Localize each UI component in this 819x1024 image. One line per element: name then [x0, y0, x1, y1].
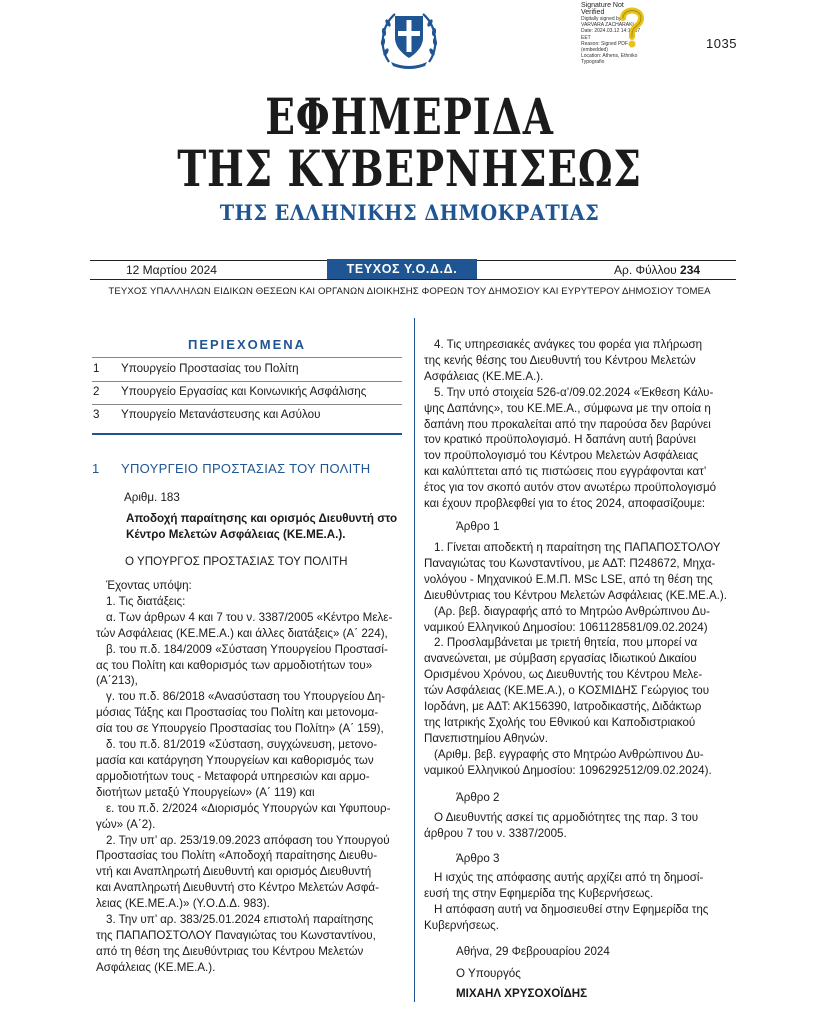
body-line: Η απόφαση αυτή να δημοσιευθεί στην Εφημερίδα της — [434, 902, 709, 916]
signature-line: Digitally signed by — [581, 16, 622, 22]
toc-item-label: Υπουργείο Μετανάστευσης και Ασύλου — [121, 408, 321, 421]
body-line: Ιορδάνη, με ΑΔΤ: ΑΚ156390, Ιατροδικαστής, Διδάκτωρ — [424, 700, 702, 714]
body-line: 3. Την υπ’ αρ. 383/25.01.2024 επιστολή παραίτησης — [106, 913, 374, 927]
issue-badge: ΤΕΥΧΟΣ Υ.Ο.Δ.Δ. — [327, 259, 477, 280]
body-line: Πανεπιστημίου Αθηνών. — [424, 731, 548, 745]
left-body-text — [96, 578, 393, 976]
body-line: 2. Προσλαμβάνεται με τριετή θητεία, που μπορεί να — [434, 636, 698, 650]
body-line: από τη θέση της Διευθύντριας του Κέντρου Μελετών — [96, 944, 364, 958]
issue-subtitle: ΤΕΥΧΟΣ ΥΠΑΛΛΗΛΩΝ ΕΙΔΙΚΩΝ ΘΕΣΕΩΝ ΚΑΙ ΟΡΓΑΝΩΝ ΔΙΟΙΚΗΣΗΣ ΦΟΡΕΩΝ ΤΟΥ ΔΗΜΟΣΙΟΥ ΚΑΙ ΕΥΡΥΤΕΡΟΥ ΔΗΜΟΣΙΟΥ ΤΟΜΕΑ — [108, 286, 711, 297]
body-line: α. Των άρθρων 4 και 7 του ν. 3387/2005 «Κέντρο Μελε- — [106, 610, 393, 624]
body-line: Παναγιώτας του Κωνσταντίνου, με ΑΔΤ: Π248672, Μηχα- — [424, 556, 716, 570]
body-line: Ο Διευθυντής ασκεί τις αρμοδιότητες της παρ. 3 του — [434, 811, 699, 824]
greek-coat-of-arms-icon — [377, 4, 441, 70]
body-line: Προστασίας του Πολίτη «Αποδοχή παραίτησης Διευθυ- — [96, 849, 378, 863]
body-line: ναμικού Ελληνικού Δημοσίου: 1061128581/09.02.2024) — [424, 620, 708, 634]
article-1-heading: Άρθρο 1 — [456, 520, 500, 533]
body-line: 5. Την υπό στοιχεία 526-α’/09.02.2024 «Έκθεση Κάλυ- — [434, 385, 714, 399]
signature-line: Reason: Signed PDF — [581, 40, 628, 47]
article-1-text — [424, 540, 727, 779]
toc-rule-end — [92, 433, 402, 435]
body-line: λειας (ΚΕ.ΜΕ.Α.)» (Υ.Ο.Δ.Δ. 983). — [96, 897, 270, 911]
signature-line: Date: 2024.03.12 14:19:07 — [581, 28, 641, 35]
body-line: ναμικού Ελληνικού Δημοσίου: 1096292512/09.02.2024). — [424, 763, 712, 777]
body-line: μόσιας Τάξης και Προστασίας του Πολίτη και μετονομα- — [96, 706, 379, 720]
decision-number: Αριθμ. 183 — [124, 491, 180, 504]
toc-item-label: Υπουργείο Εργασίας και Κοινωνικής Ασφάλισης — [121, 385, 367, 398]
signature-line: (embedded) — [581, 47, 608, 54]
body-line: 1. Τις διατάξεις: — [106, 594, 186, 608]
closing-role: Ο Υπουργός — [456, 967, 521, 980]
signature-question-mark-icon — [615, 4, 649, 48]
toc-item-label: Υπουργείο Προστασίας του Πολίτη — [121, 362, 299, 375]
toc-item[interactable] — [92, 359, 402, 379]
body-line: έτος για τον σκοπό αυτόν στον ανωτέρω προϋπολογισμό — [424, 481, 717, 495]
body-line: (Α΄213), — [96, 674, 138, 688]
sheet-label: Αρ. Φύλλου — [614, 263, 677, 277]
issue-date: 12 Μαρτίου 2024 — [126, 263, 217, 277]
article-2-heading: Άρθρο 2 — [456, 791, 500, 804]
minister-heading: Ο ΥΠΟΥΡΓΟΣ ΠΡΟΣΤΑΣΙΑΣ ΤΟΥ ΠΟΛΙΤΗ — [125, 555, 348, 568]
body-line: γών» (Α΄2). — [96, 817, 156, 831]
right-body-text — [424, 337, 716, 512]
body-line: δ. του π.δ. 81/2019 «Σύσταση, συγχώνευση, μετονο- — [106, 738, 378, 752]
body-line: Ασφάλειας (ΚΕ.ΜΕ.Α.). — [96, 960, 216, 974]
closing-signatory: ΜΙΧΑΗΛ ΧΡΥΣΟΧΟΪΔΗΣ — [456, 987, 588, 1000]
body-line: β. του π.δ. 184/2009 «Σύσταση Υπουργείου Προστασί- — [106, 642, 388, 656]
body-line: και καλύπτεται από τις πιστώσεις που εγγράφονται κατ’ — [424, 465, 707, 479]
body-line: της κενής θέσης του Διευθυντή του Κέντρου Μελετών — [424, 353, 696, 367]
body-line: Ασφάλειας (ΚΕ.ΜΕ.Α.). — [424, 369, 544, 383]
sheet-value: 234 — [680, 263, 701, 277]
body-line: (Αρ. βεβ. διαγραφής από το Μητρώο Ανθρώπινου Δυ- — [434, 604, 710, 618]
decision-title-line: Αποδοχή παραίτησης και ορισμός Διευθυντή στο — [126, 512, 398, 525]
body-line: γ. του π.δ. 86/2018 «Ανασύσταση του Υπουργείου Δη- — [106, 690, 386, 704]
section-number: 1 — [92, 461, 100, 476]
section-title: ΥΠΟΥΡΓΕΙΟ ΠΡΟΣΤΑΣΙΑΣ ΤΟΥ ΠΟΛΙΤΗ — [121, 461, 371, 476]
sheet-number — [614, 263, 700, 277]
body-line: 4. Τις υπηρεσιακές ανάγκες του φορέα για πλήρωση — [434, 338, 703, 351]
closing-place-date: Αθήνα, 29 Φεβρουαρίου 2024 — [456, 945, 610, 958]
signature-line: EET — [581, 34, 591, 41]
body-line: ψης Δαπάνης», του ΚΕ.ΜΕ.Α., σύμφωνα με την οποία η — [424, 401, 711, 415]
body-line: ε. του π.δ. 2/2024 «Διορισμός Υπουργών και Υφυπουρ- — [106, 801, 391, 815]
masthead-title-1: ΕΦΗΜΕΡΙΔΑ — [265, 87, 554, 146]
article-3-heading: Άρθρο 3 — [456, 852, 500, 865]
body-line: τον προϋπολογισμό του Κέντρου Μελετών Ασφάλειας — [424, 449, 699, 463]
body-line: ευσή της στην Εφημερίδα της Κυβερνήσεως. — [424, 886, 654, 900]
body-line: Έχοντας υπόψη: — [106, 579, 192, 592]
masthead-title-2: ΤΗΣ ΚΥΒΕΡΝΗΣΕΩΣ — [177, 139, 642, 198]
body-line: 1. Γίνεται αποδεκτή η παραίτηση της ΠΑΠΑΠΟΣΤΟΛΟΥ — [434, 541, 721, 554]
masthead-title-3: ΤΗΣ ΕΛΛΗΝΙΚΗΣ ΔΗΜΟΚΡΑΤΙΑΣ — [219, 200, 600, 225]
signature-title-1: Signature Not — [581, 2, 624, 9]
body-line: 2. Την υπ’ αρ. 253/19.09.2023 απόφαση του Υπουργού — [106, 833, 390, 847]
toc-rule — [92, 357, 402, 358]
body-line: Η ισχύς της απόφασης αυτής αρχίζει από τη δημοσί- — [434, 871, 704, 884]
body-line: της Ιατρικής Σχολής του Εθνικού και Καποδιστριακού — [424, 715, 696, 729]
signature-line: Location: Athens, Ethniko — [581, 53, 638, 60]
body-line: ας του Πολίτη και καθορισμός των αρμοδιοτήτων του» — [96, 658, 373, 672]
signature-line: VARVARA ZACHARAKI — [581, 22, 634, 29]
body-line: δαπάνη που προκαλείται από την παρούσα δεν βαρύνει — [424, 417, 711, 431]
body-line: σία του σε Υπουργείο Προστασίας του Πολίτη» (Α΄ 159), — [96, 722, 384, 736]
signature-line: Typografio — [581, 59, 605, 66]
body-line: ντή και Αναπληρωτή Διευθυντή και ορισμός Διευθυντή — [96, 865, 372, 879]
body-line: Ορισμένου Χρόνου, ως Διευθυντής του Κέντρου Μελε- — [424, 668, 703, 682]
header-rule-bottom — [90, 279, 736, 280]
body-line: μασία και κατάργηση Υπουργείων και καθορισμός των — [96, 753, 374, 767]
body-line: τών Ασφάλειας (ΚΕ.ΜΕ.Α.) και άλλες διατάξεις» (Α΄ 224), — [96, 626, 388, 640]
body-line: τών Ασφάλειας (ΚΕ.ΜΕ.Α.), ο ΚΟΣΜΙΔΗΣ Γεώργιος του — [424, 684, 710, 698]
body-line: διοτήτων μεταξύ Υπουργείων» (Α΄ 119) και — [96, 785, 315, 799]
body-line: και Αναπληρωτή Διευθυντή στο Κέντρο Μελετών Ασφά- — [96, 881, 379, 895]
article-3-text — [424, 870, 708, 934]
toc-item-number: 3 — [93, 408, 100, 421]
body-line: (Αριθμ. βεβ. εγγραφής στο Μητρώο Ανθρώπινου Δυ- — [434, 747, 704, 761]
body-line: και έχουν προβλεφθεί για το έτος 2024, αποφασίζουμε: — [424, 497, 706, 511]
toc-item-number: 1 — [93, 362, 100, 375]
body-line: άρθρου 7 του ν. 3387/2005. — [424, 826, 567, 840]
body-line: Διευθύντριας του Κέντρου Μελετών Ασφάλειας (ΚΕ.ΜΕ.Α.). — [424, 588, 727, 602]
decision-title-line: Κέντρο Μελετών Ασφάλειας (ΚΕ.ΜΕ.Α.). — [126, 528, 346, 541]
toc-title: ΠΕΡΙΕΧΟΜΕΝΑ — [187, 337, 307, 352]
page-number: 1035 — [706, 36, 737, 51]
article-2-text — [424, 810, 698, 842]
body-line: αρμοδιοτήτων τους - Μεταφορά υπηρεσιών και αρμο- — [96, 769, 370, 783]
toc-item[interactable] — [92, 405, 402, 425]
body-line: ανανεώνεται, με σύμβαση εργασίας Ιδιωτικού Δικαίου — [424, 652, 697, 666]
body-line: της ΠΑΠΑΠΟΣΤΟΛΟΥ Παναγιώτας του Κωνσταντίνου, — [96, 928, 376, 942]
body-line: νολόγου - Μηχανικού Ε.Μ.Π. MSc LSE, από τη θέση της — [424, 572, 713, 586]
toc-item-number: 2 — [93, 385, 100, 398]
body-line: Κυβερνήσεως. — [424, 918, 499, 932]
signature-title-2: Verified — [581, 9, 605, 16]
body-line: τον κρατικό προϋπολογισμό. Η δαπάνη αυτή βαρύνει — [424, 433, 696, 447]
column-divider — [414, 318, 415, 1002]
toc-item[interactable] — [92, 382, 402, 402]
